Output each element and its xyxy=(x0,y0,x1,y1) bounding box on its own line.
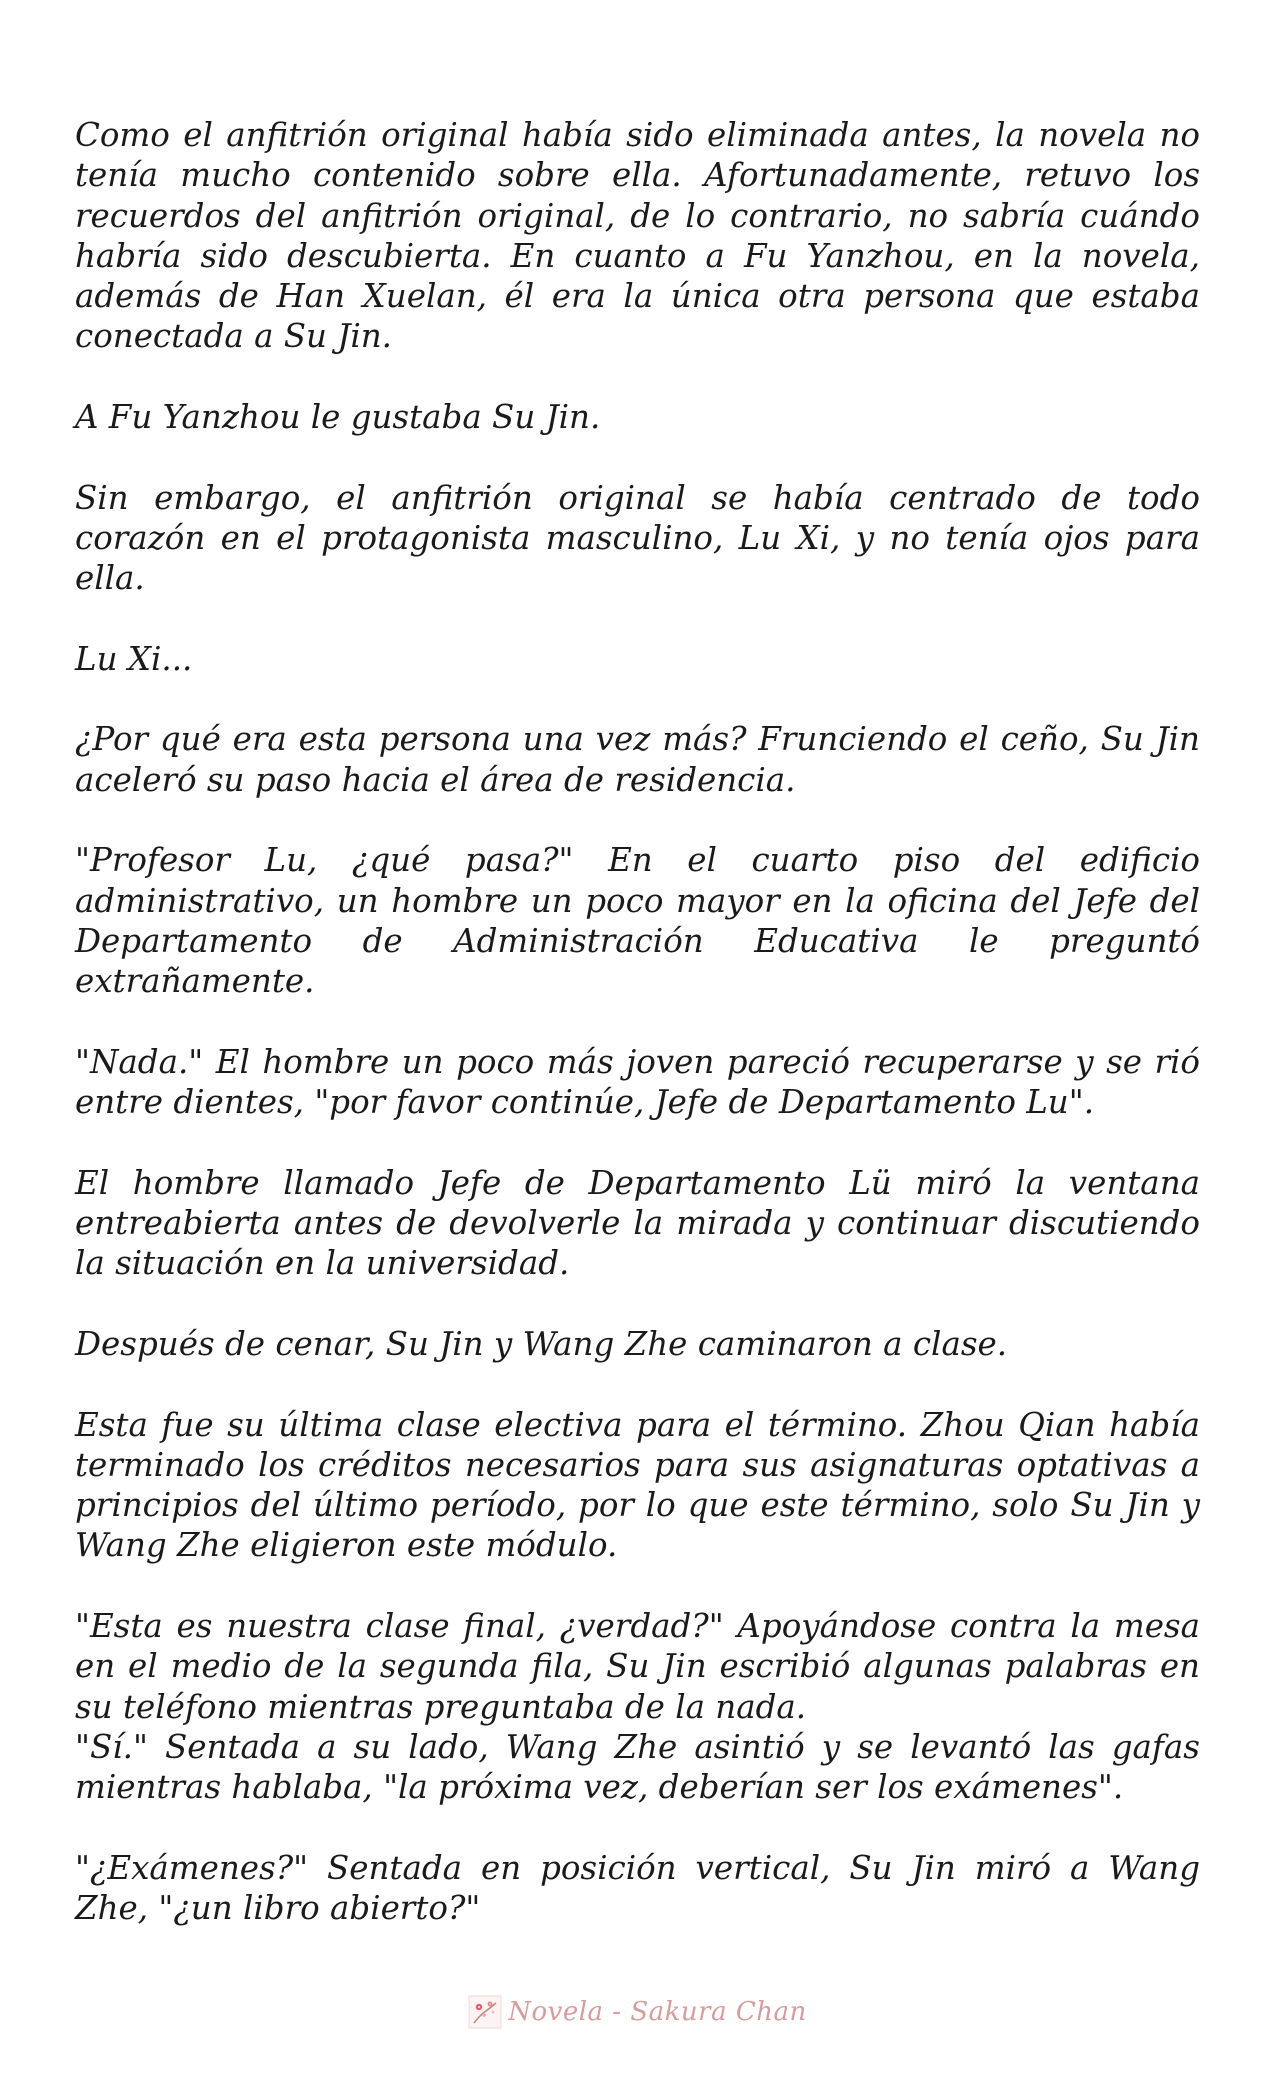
sakura-flower-icon xyxy=(468,1995,502,2029)
paragraph: A Fu Yanzhou le gustaba Su Jin. xyxy=(75,398,601,437)
paragraph: Después de cenar, Su Jin y Wang Zhe caminaron a clase. xyxy=(75,1324,1008,1363)
document-body xyxy=(75,115,1200,1969)
paragraph: Lu Xi... xyxy=(75,639,193,678)
paragraph: Esta fue su última clase electiva para el término. Zhou Qian había terminado los créditos necesarios para sus asignaturas optativas a principios del último período, por lo que este término, solo Su Jin y Wang Zhe eligieron este módulo. xyxy=(75,1405,1200,1565)
paragraph: "¿Exámenes?" Sentada en posición vertical, Su Jin miró a Wang Zhe, "¿un libro abierto?" xyxy=(75,1848,1200,1928)
paragraph: "Esta es nuestra clase final, ¿verdad?" Apoyándose contra la mesa en el medio de la segunda fila, Su Jin escribió algunas palabras en su teléfono mientras preguntaba de la nada. xyxy=(75,1606,1200,1726)
paragraph: Sin embargo, el anfitrión original se había centrado de todo corazón en el protagonista masculino, Lu Xi, y no tenía ojos para ella. xyxy=(75,478,1200,598)
paragraph: El hombre llamado Jefe de Departamento Lü miró la ventana entreabierta antes de devolverle la mirada y continuar discutiendo la situación en la universidad. xyxy=(75,1163,1200,1283)
paragraph: "Profesor Lu, ¿qué pasa?" En el cuarto piso del edificio administrativo, un hombre un poco mayor en la oficina del Jefe del Departamento de Administración Educativa le preguntó extrañamente. xyxy=(75,841,1200,1001)
footer-text: Novela - Sakura Chan xyxy=(508,1997,807,2027)
footer-watermark xyxy=(0,1992,1275,2032)
paragraph: "Nada." El hombre un poco más joven pareció recuperarse y se rió entre dientes, "por favor continúe, Jefe de Departamento Lu". xyxy=(75,1042,1200,1122)
paragraph: "Sí." Sentada a su lado, Wang Zhe asintió y se levantó las gafas mientras hablaba, "la próxima vez, deberían ser los exámenes". xyxy=(75,1727,1200,1807)
paragraph: ¿Por qué era esta persona una vez más? Frunciendo el ceño, Su Jin aceleró su paso hacia el área de residencia. xyxy=(75,720,1200,799)
paragraph: Como el anfitrión original había sido eliminada antes, la novela no tenía mucho contenido sobre ella. Afortunadamente, retuvo los recuerdos del anfitrión original, de lo contrario, no sabría cuándo habría sido descubierta. En cuanto a Fu Yanzhou, en la novela, además de Han Xuelan, él era la única otra persona que estaba conectada a Su Jin. xyxy=(75,116,1200,356)
